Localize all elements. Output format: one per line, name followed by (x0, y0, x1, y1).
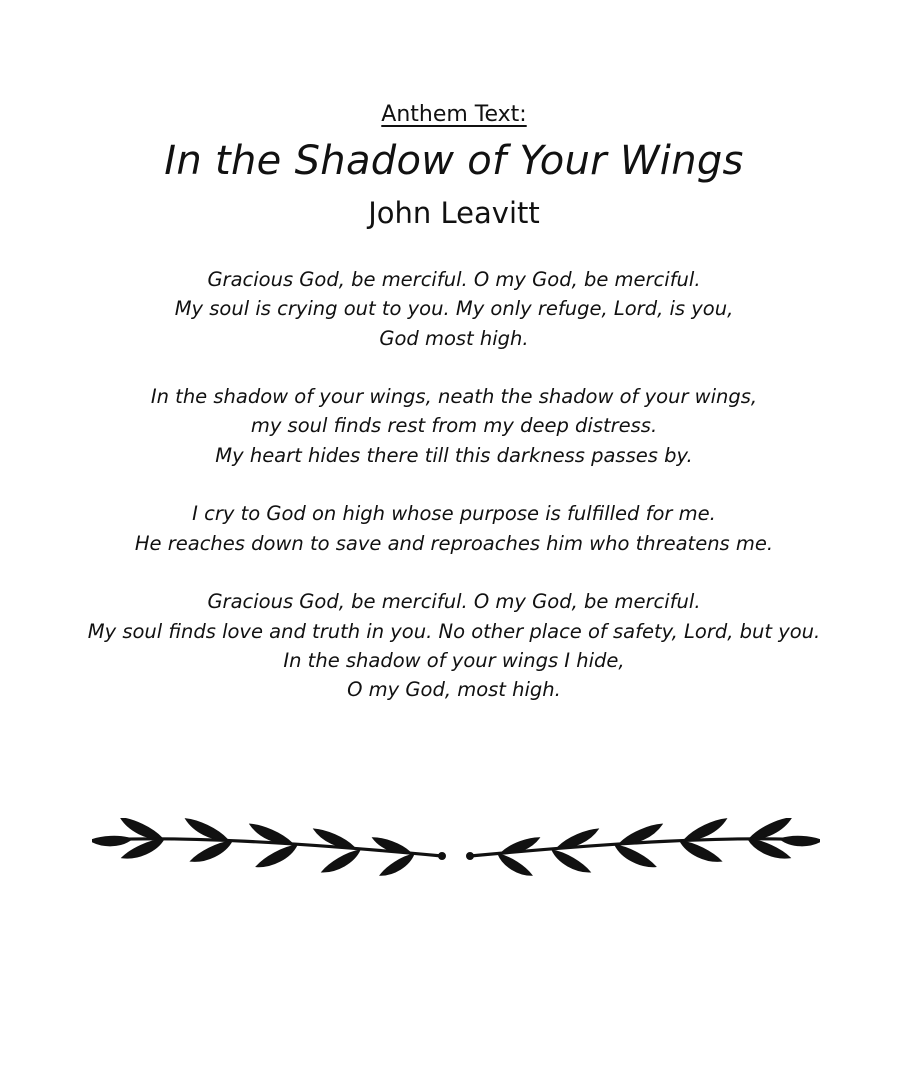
composer-name: John Leavitt (368, 196, 540, 230)
anthem-title: In the Shadow of Your Wings (164, 138, 744, 184)
lyric-line: My heart hides there till this darkness passes by. (215, 443, 693, 467)
stanza-1 (0, 265, 908, 353)
lyrics (0, 265, 908, 734)
lyric-line: O my God, most high. (347, 678, 561, 702)
lyric-line: my soul finds rest from my deep distress. (250, 414, 658, 438)
left-branch (92, 818, 446, 879)
lyric-line: He reaches down to save and reproaches him who threatens me. (134, 531, 774, 555)
lyric-line: I cry to God on high whose purpose is fulfilled for me. (192, 502, 716, 526)
lyric-line: My soul finds love and truth in you. No other place of safety, Lord, but you. (87, 619, 821, 643)
lyric-line: Gracious God, be merciful. O my God, be merciful. (207, 590, 701, 614)
lyric-line: My soul is crying out to you. My only refuge, Lord, is you, (174, 297, 734, 321)
lyric-line: Gracious God, be merciful. O my God, be merciful. (207, 268, 701, 291)
stanza-3 (0, 499, 908, 558)
lyric-line: God most high. (379, 326, 529, 350)
stanza-4 (0, 587, 908, 704)
section-label: Anthem Text: (381, 102, 527, 127)
lyric-line: In the shadow of your wings, neath the shadow of your wings, (150, 385, 758, 409)
right-branch (467, 818, 821, 879)
stanza-2 (0, 382, 908, 470)
laurel-branches-icon (92, 818, 820, 888)
lyric-line: In the shadow of your wings I hide, (283, 648, 625, 672)
